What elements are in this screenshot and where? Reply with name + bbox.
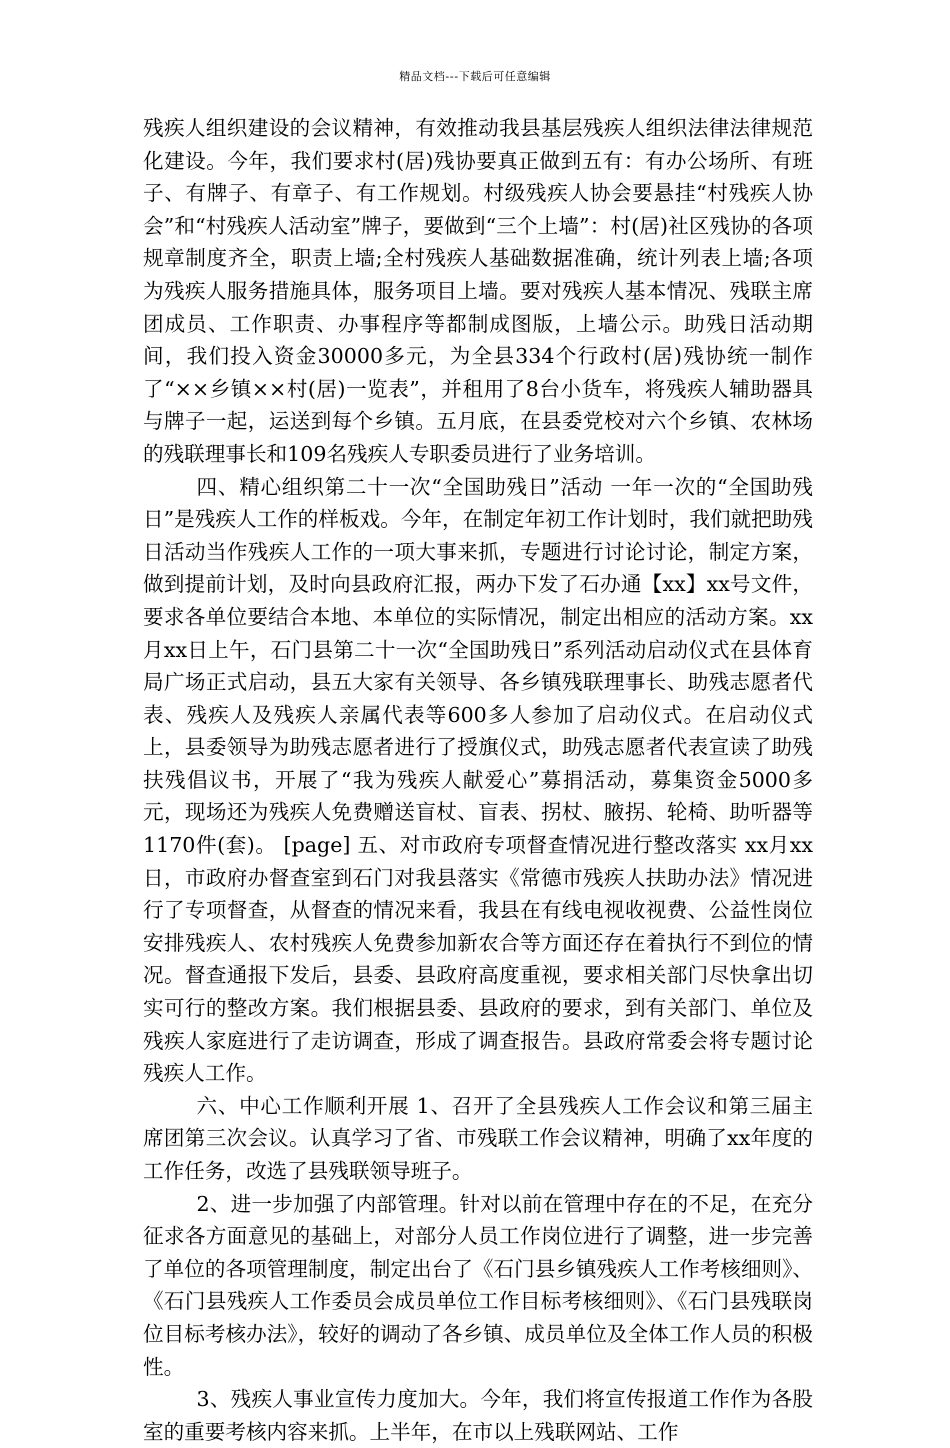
paragraph-4: 2、进一步加强了内部管理。针对以前在管理中存在的不足，在充分征求各方面意见的基础上，对部分人员工作岗位进行了调整，进一步完善了单位的各项管理制度，制定出台了《石门县乡镇残疾人工作考核细则》、《石门县残疾人工作委员会成员单位工作目标考核细则》、《石门县残联岗位目标考核办法》，较好的调动了各乡镇、成员单位及全体工作人员的积极性。	[143, 1191, 813, 1379]
paragraph-2: 四、精心组织第二十一次“全国助残日”活动 一年一次的“全国助残日”是残疾人工作的样板戏。今年，在制定年初工作计划时，我们就把助残日活动当作残疾人工作的一项大事来抓，专题进行讨论讨论，制定方案，做到提前计划，及时向县政府汇报，两办下发了石办通【xx】xx号文件，要求各单位要结合本地、本单位的实际情况，制定出相应的活动方案。xx月xx日上午，石门县第二十一次“全国助残日”系列活动启动仪式在县体育局广场正式启动，县五大家有关领导、各乡镇残联理事长、助残志愿者代表、残疾人及残疾人亲属代表等600多人参加了启动仪式。在启动仪式上，县委领导为助残志愿者进行了授旗仪式，助残志愿者代表宣读了助残扶残倡议书，开展了“我为残疾人献爱心”募捐活动，募集资金5000多元，现场还为残疾人免费赠送盲杖、盲表、拐杖、腋拐、轮椅、助听器等1170件(套)。 [page] 五、对市政府专项督查情况进行整改落实 xx月xx日，市政府办督查室到石门对我县落实《常德市残疾人扶助办法》情况进行了专项督查，从督查的情况来看，我县在有线电视收视费、公益性岗位安排残疾人、农村残疾人免费参加新农合等方面还存在着执行不到位的情况。督查通报下发后，县委、县政府高度重视，要求相关部门尽快拿出切实可行的整改方案。我们根据县委、县政府的要求，到有关部门、单位及残疾人家庭进行了走访调查，形成了调查报告。县政府常委会将专题讨论残疾人工作。	[143, 474, 813, 1086]
paragraph-5: 3、残疾人事业宣传力度加大。今年，我们将宣传报道工作作为各股室的重要考核内容来抓。上半年，在市以上残联网站、工作	[143, 1387, 813, 1444]
paragraph-3: 六、中心工作顺利开展 1、召开了全县残疾人工作会议和第三届主席团第三次会议。认真学习了省、市残联工作会议精神，明确了xx年度的工作任务，改选了县残联领导班子。	[143, 1093, 813, 1183]
document-body	[143, 112, 813, 1448]
paragraph-1: 残疾人组织建设的会议精神，有效推动我县基层残疾人组织法律法律规范化建设。今年，我们要求村(居)残协要真正做到五有：有办公场所、有班子、有牌子、有章子、有工作规划。村级残疾人协会要悬挂“村残疾人协会”和“村残疾人活动室”牌子，要做到“三个上墙”：村(居)社区残协的各项规章制度齐全，职责上墙;全村残疾人基础数据准确，统计列表上墙;各项为残疾人服务措施具体，服务项目上墙。要对残疾人基本情况、残联主席团成员、工作职责、办事程序等都制成图版，上墙公示。助残日活动期间，我们投入资金30000多元，为全县334个行政村(居)残协统一制作了“××乡镇××村(居)一览表”，并租用了8台小货车，将残疾人辅助器具与牌子一起，运送到每个乡镇。五月底，在县委党校对六个乡镇、农林场的残联理事长和109名残疾人专职委员进行了业务培训。	[143, 116, 813, 466]
page-header: 精品文档---下载后可任意编辑	[399, 70, 551, 83]
